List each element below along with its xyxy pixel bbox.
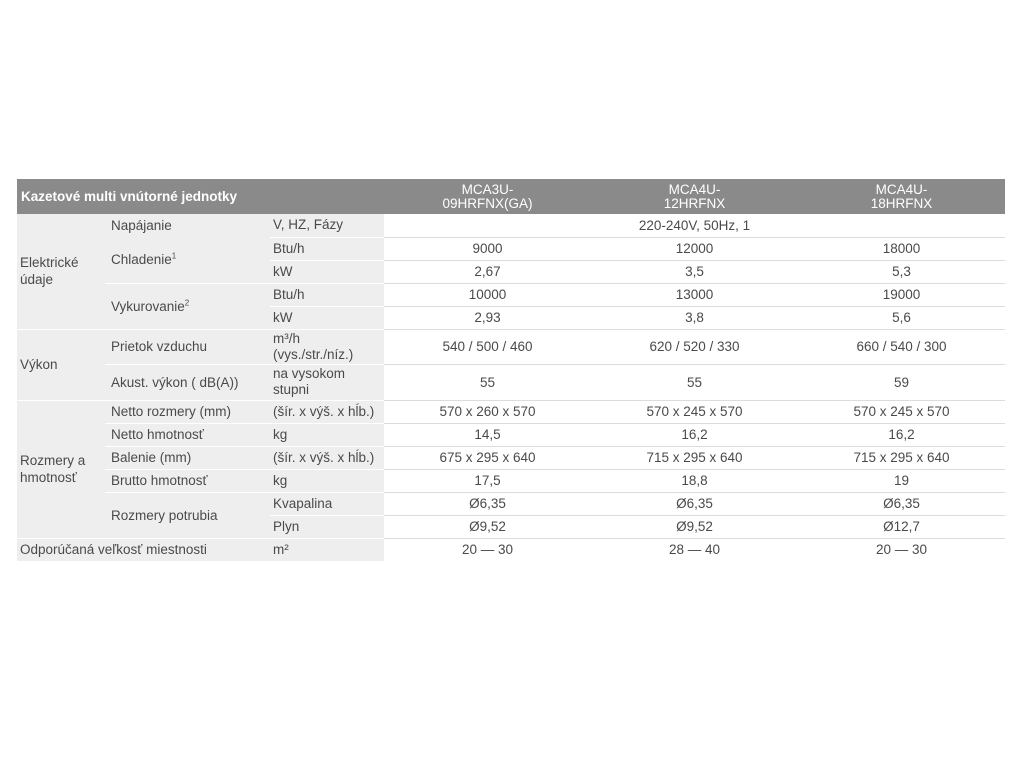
value-cell: 570 x 260 x 570 [384,400,591,423]
value-cell: 55 [591,364,798,400]
row-power-supply [17,214,1005,237]
row-label: Netto rozmery (mm) [105,400,270,423]
row-piping-liquid [17,492,1005,515]
category-dimensions: Rozmery a hmotnosť [17,400,105,538]
value-cell: 20 — 30 [875,542,928,558]
value-cell: 3,8 [591,306,798,329]
row-label: Napájanie [105,214,270,237]
value-cell: Ø12,7 [798,515,1005,538]
value-cell: 18000 [798,237,1005,260]
value-cell: 13000 [591,283,798,306]
value-cell: Ø6,35 [591,492,798,515]
value-cell: 715 x 295 x 640 [798,446,1005,469]
row-unit: Btu/h [270,283,384,306]
row-label: Odporúčaná veľkosť miestnosti [17,538,270,561]
value-cell: 570 x 245 x 570 [591,400,798,423]
value-cell: 715 x 295 x 640 [591,446,798,469]
row-label: Akust. výkon ( dB(A)) [105,364,270,400]
value-cell: 570 x 245 x 570 [798,400,1005,423]
row-unit: (šír. x výš. x hĺb.) [270,446,384,469]
value-cell: 10000 [384,283,591,306]
row-label: Rozmery potrubia [105,492,270,538]
value-cell: Ø6,35 [384,492,591,515]
value-cell: 12000 [591,237,798,260]
model-header: MCA3U- 09HRFNX(GA) [384,179,591,214]
value-cell: 2,67 [384,260,591,283]
value-cell: 5,6 [798,306,1005,329]
row-room-size [17,538,1005,561]
value-cell: 20 — 30 [461,542,514,558]
row-unit: V, HZ, Fázy [270,214,384,237]
row-sound-power [17,364,1005,400]
row-label: Chladenie$^1$ [105,237,270,283]
row-unit: m³/h (vys./str./níz.) [270,329,384,364]
value-cell: Ø9,52 [384,515,591,538]
table-header-row [17,179,1005,214]
model-header: MCA4U- 12HRFNX [591,179,798,214]
row-unit: Btu/h [270,237,384,260]
value-cell: 540 / 500 / 460 [384,329,591,364]
value-cell: 16,2 [591,423,798,446]
row-label: Balenie (mm) [105,446,270,469]
value-cell: 3,5 [591,260,798,283]
row-cooling-btu [17,237,1005,260]
row-net-dimensions [17,400,1005,423]
value-cell: 220-240V, 50Hz, 1 [384,214,1005,237]
category-electrical: Elektrické údaje [17,214,105,329]
value-cell: 620 / 520 / 330 [591,329,798,364]
value-cell: 19000 [798,283,1005,306]
category-performance: Výkon [17,329,105,400]
row-label: Netto hmotnosť [105,423,270,446]
value-cell: 55 [384,364,591,400]
row-unit: m² [270,538,384,561]
row-label: Prietok vzduchu [105,329,270,364]
value-cell: 14,5 [384,423,591,446]
row-unit: (šír. x výš. x hĺb.) [270,400,384,423]
value-cell: Ø9,52 [591,515,798,538]
value-cell: 18,8 [591,469,798,492]
row-airflow [17,329,1005,364]
row-unit: kW [270,306,384,329]
value-cell: 9000 [384,237,591,260]
value-cell: 5,3 [798,260,1005,283]
model-header: MCA4U- 18HRFNX [798,179,1005,214]
value-cell: 660 / 540 / 300 [798,329,1005,364]
table-title: Kazetové multi vnútorné jednotky [17,179,384,214]
row-label: Brutto hmotnosť [105,469,270,492]
row-unit: kW [270,260,384,283]
value-cell: 17,5 [384,469,591,492]
row-unit: kg [270,469,384,492]
row-heating-btu [17,283,1005,306]
row-package [17,446,1005,469]
row-unit: kg [270,423,384,446]
row-label: Vykurovanie$^2$ [105,283,270,329]
value-cell: 2,93 [384,306,591,329]
row-unit: Plyn [270,515,384,538]
row-unit: Kvapalina [270,492,384,515]
row-unit: na vysokom stupni [270,364,384,400]
value-cell: Ø6,35 [798,492,1005,515]
value-cell: 16,2 [798,423,1005,446]
value-cell: 675 x 295 x 640 [384,446,591,469]
spec-table [17,179,1005,561]
row-net-weight [17,423,1005,446]
value-cell: 59 [798,364,1005,400]
row-gross-weight [17,469,1005,492]
value-cell: 19 [798,469,1005,492]
value-cell: 28 — 40 [668,542,721,558]
